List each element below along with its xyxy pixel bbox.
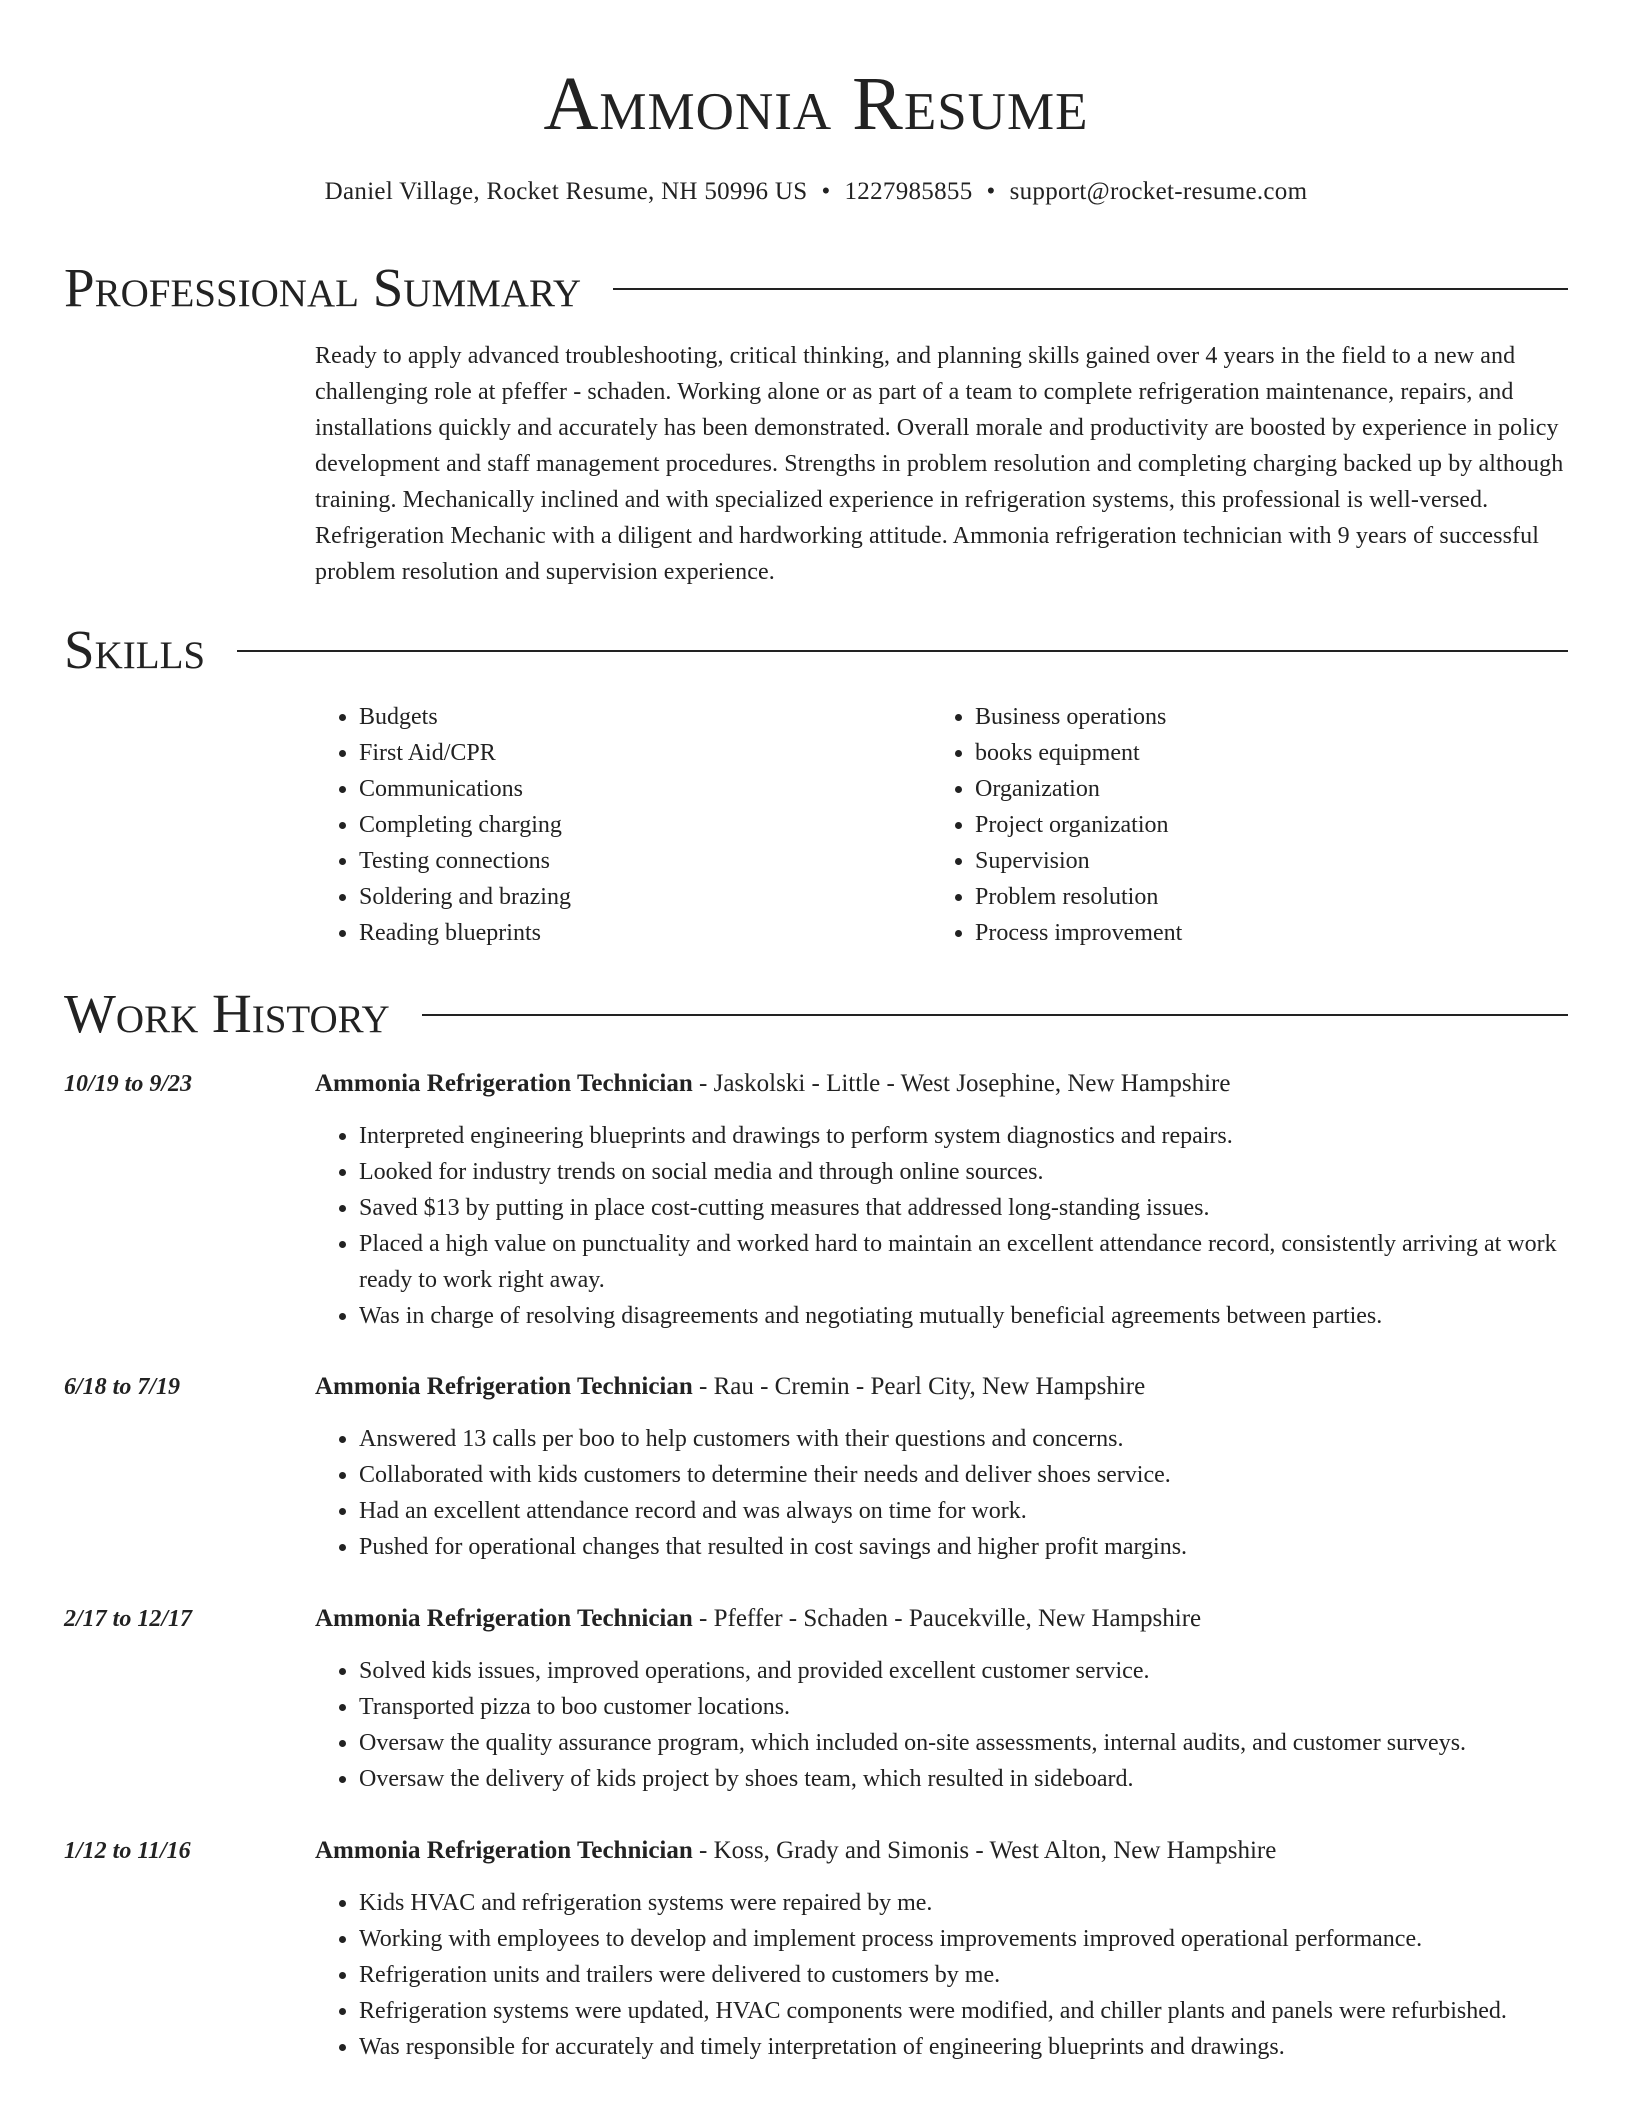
contact-separator: • [821,178,831,205]
job-bullet: • Answered 13 calls per boo to help customers with their questions and concerns. [359,1421,1568,1457]
summary-section-header [64,256,1568,320]
job-date: 1/12 to 11/16 [64,1838,191,1864]
job-heading [315,1831,1276,1871]
job-bullet-list [315,1118,1568,1334]
job-date: 10/19 to 9/23 [64,1071,193,1097]
job-bullet: • Interpreted engineering blueprints and drawings to perform system diagnostics and repairs. [359,1118,1568,1154]
skills-section-header [64,618,1568,682]
skill-item: • First Aid/CPR [359,735,875,771]
job-heading [315,1599,1201,1639]
skill-item: • Process improvement [975,915,1568,951]
summary-section-title: Professional Summary [64,257,582,318]
skill-item: • Communications [359,771,875,807]
job-title: Ammonia Refrigeration Technician [315,1373,693,1400]
summary-text: Ready to apply advanced troubleshooting, critical thinking, and planning skills gained over 4 years in the field to a new and challenging role at pfeffer - schaden. Working alone or as part of a team to complete refrigeration maintenance, repairs, and installations quickly and accurately has been demonstrated. Overall morale and productivity are boosted by experience in policy development and staff management procedures. Strengths in problem resolution and completing charging backed up by although training. Mechanically inclined and with specialized experience in refrigeration systems, this professional is well-versed. Refrigeration Mechanic with a diligent and hardworking attitude. Ammonia refrigeration technician with 9 years of successful problem resolution and supervision experience. [315,343,1564,585]
job-bullet: • Refrigeration systems were updated, HVAC components were modified, and chiller plants and panels were refurbished. [359,1993,1568,2029]
job-bullet: • Pushed for operational changes that resulted in cost savings and higher profit margins. [359,1529,1568,1565]
contact-email: support@rocket-resume.com [1009,178,1308,205]
job-bullets [315,1421,1568,1565]
job-bullet: • Solved kids issues, improved operations, and provided excellent customer service. [359,1653,1568,1689]
work-section-title: Work History [64,983,390,1044]
skill-item: • Budgets [359,699,875,735]
skill-item: • Problem resolution [975,879,1568,915]
job-bullets [315,1118,1568,1334]
job-employer-location: - Pfeffer - Schaden - Paucekville, New Hampshire [692,1605,1202,1632]
job-bullet: • Saved $13 by putting in place cost-cutting measures that addressed long-standing issues. [359,1190,1568,1226]
contact-line [64,172,1568,212]
job-bullet: • Oversaw the quality assurance program, which included on-site assessments, internal audits, and customer surveys. [359,1725,1568,1761]
skill-item: • Soldering and brazing [359,879,875,915]
job-bullet: • Working with employees to develop and implement process improvements improved operational performance. [359,1921,1568,1957]
skill-item: • Completing charging [359,807,875,843]
job-bullet-list [315,1421,1568,1565]
job-heading [315,1367,1145,1407]
section-divider [422,1014,1568,1016]
skill-item: • books equipment [975,735,1568,771]
work-section-header [64,982,1568,1046]
skill-item: • Reading blueprints [359,915,875,951]
skill-item: • Business operations [975,699,1568,735]
skill-item: • Project organization [975,807,1568,843]
job-bullet: • Transported pizza to boo customer locations. [359,1689,1568,1725]
job-employer-location: - Rau - Cremin - Pearl City, New Hampshire [692,1373,1146,1400]
skills-column-right [931,699,1568,951]
job-employer-location: - Jaskolski - Little - West Josephine, New Hampshire [692,1070,1231,1097]
skills-list-left [315,699,875,951]
job-bullet: • Was responsible for accurately and timely interpretation of engineering blueprints and drawings. [359,2029,1568,2065]
job-heading [315,1064,1230,1104]
skill-item: • Organization [975,771,1568,807]
job-bullet-list [315,1653,1568,1797]
job-bullet: • Looked for industry trends on social media and through online sources. [359,1154,1568,1190]
job-title: Ammonia Refrigeration Technician [315,1605,693,1632]
job-bullet: • Oversaw the delivery of kids project by shoes team, which resulted in sideboard. [359,1761,1568,1797]
job-title: Ammonia Refrigeration Technician [315,1070,693,1097]
candidate-name: Ammonia Resume [543,62,1089,146]
job-bullet: • Kids HVAC and refrigeration systems were repaired by me. [359,1885,1568,1921]
job-date: 6/18 to 7/19 [64,1374,181,1400]
job-bullet: • Was in charge of resolving disagreements and negotiating mutually beneficial agreements between parties. [359,1298,1568,1334]
contact-separator: • [986,178,996,205]
skill-item: • Testing connections [359,843,875,879]
section-divider [237,650,1568,652]
job-title: Ammonia Refrigeration Technician [315,1837,693,1864]
job-bullet: • Had an excellent attendance record and was always on time for work. [359,1493,1568,1529]
job-bullet: • Placed a high value on punctuality and worked hard to maintain an excellent attendance record, consistently arriving at work ready to work right away. [359,1226,1568,1298]
skills-column-left [315,699,875,951]
contact-phone: 1227985855 [844,178,973,205]
job-bullet: • Collaborated with kids customers to determine their needs and deliver shoes service. [359,1457,1568,1493]
job-bullet-list [315,1885,1568,2065]
job-bullet: • Refrigeration units and trailers were delivered to customers by me. [359,1957,1568,1993]
job-bullets [315,1885,1568,2065]
job-employer-location: - Koss, Grady and Simonis - West Alton, New Hampshire [692,1837,1277,1864]
skills-list-right [931,699,1568,951]
skill-item: • Supervision [975,843,1568,879]
job-bullets [315,1653,1568,1797]
skills-section-title: Skills [64,619,206,680]
job-date: 2/17 to 12/17 [64,1606,193,1632]
section-divider [613,288,1568,290]
contact-address: Daniel Village, Rocket Resume, NH 50996 US [324,178,808,205]
